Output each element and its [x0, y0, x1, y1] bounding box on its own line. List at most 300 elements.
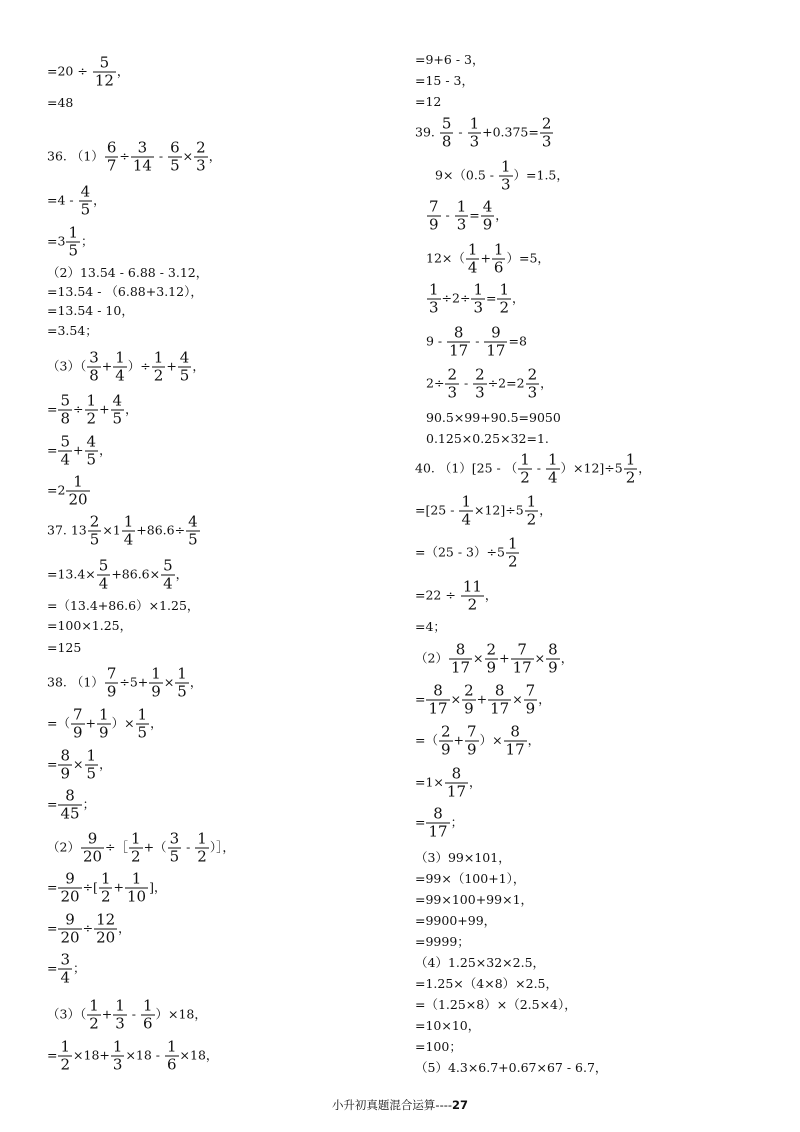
math-text: =9900+99， [415, 912, 497, 928]
math-line [47, 639, 82, 655]
math-line [426, 242, 550, 277]
numerator: 1 [507, 534, 518, 553]
math-text: =3 [47, 233, 66, 249]
math-line [47, 597, 200, 613]
denominator: 2 [100, 887, 111, 906]
math-text: （3）（ [47, 1006, 87, 1022]
math-text: ×12]÷5 [473, 502, 524, 518]
numerator: 1 [177, 664, 187, 683]
math-text: + [113, 879, 124, 895]
denominator: 17 [450, 658, 471, 677]
fraction [136, 707, 150, 742]
math-line [415, 954, 546, 970]
math-text: =4； [415, 618, 446, 634]
fraction [85, 434, 99, 469]
math-text: +86.6÷ [136, 522, 186, 538]
math-line [47, 707, 163, 742]
math-text: = [47, 920, 58, 936]
math-text: + [453, 732, 465, 748]
fraction [58, 788, 81, 823]
numerator: 5 [60, 391, 71, 410]
math-text: 36. （1） [47, 148, 104, 164]
math-text: 90.5×99+90.5=9050 [426, 409, 561, 425]
math-text: ÷2÷ [441, 290, 471, 306]
fraction [105, 140, 119, 175]
math-line [47, 831, 235, 866]
fraction [165, 1039, 179, 1074]
denominator: 3 [500, 175, 511, 194]
denominator: 5 [177, 682, 187, 701]
numerator: 1 [151, 664, 161, 683]
fraction [194, 140, 208, 175]
math-text: =13.54 - 10， [47, 302, 134, 318]
math-text: =（ [47, 715, 70, 731]
numerator: 1 [60, 1037, 71, 1056]
numerator: 1 [500, 157, 511, 176]
math-text: = [47, 1047, 58, 1063]
math-text: （3）99×101， [415, 849, 511, 865]
denominator: 17 [490, 699, 510, 718]
math-line [415, 452, 651, 487]
fraction [471, 282, 485, 317]
math-text: = [47, 796, 58, 812]
denominator: 4 [60, 450, 71, 469]
math-line [415, 579, 497, 614]
denominator: 2 [89, 1014, 99, 1033]
math-text: ÷［ [105, 839, 129, 855]
math-text: ， [99, 756, 112, 772]
math-line [47, 912, 131, 947]
math-text: 2÷ [426, 375, 445, 391]
denominator: 20 [82, 847, 103, 866]
denominator: 3 [456, 215, 467, 234]
math-text: ， [560, 650, 574, 666]
denominator: 17 [449, 341, 469, 360]
math-line [435, 159, 569, 194]
math-text: + [166, 358, 177, 374]
math-text: 37. 13 [47, 522, 87, 538]
math-text: （5）4.3×6.7+0.67×67 - 6.7， [415, 1059, 608, 1075]
math-line [47, 952, 86, 987]
numerator: 1 [142, 996, 153, 1015]
numerator: 1 [167, 1037, 177, 1056]
math-text: ， [189, 674, 203, 690]
fraction [481, 199, 495, 234]
numerator: 5 [98, 556, 109, 575]
numerator: 1 [526, 492, 537, 511]
denominator: 5 [188, 530, 198, 549]
numerator: 1 [493, 240, 504, 259]
denominator: 9 [467, 740, 477, 759]
math-text: ， [118, 920, 131, 936]
math-text: ÷ [119, 148, 130, 164]
numerator: 1 [473, 280, 483, 299]
math-text: ； [450, 814, 464, 830]
math-text: =10×10， [415, 1017, 481, 1033]
math-line [415, 849, 511, 865]
denominator: 9 [482, 215, 493, 234]
denominator: 8 [441, 132, 452, 151]
denominator: 4 [163, 574, 173, 593]
numerator: 1 [100, 869, 111, 888]
math-line [415, 618, 446, 634]
math-line [47, 184, 106, 219]
math-text: + [101, 1006, 113, 1022]
math-line [415, 642, 573, 677]
math-text: - [471, 333, 484, 349]
denominator: 4 [547, 468, 558, 487]
numerator: 8 [445, 766, 468, 784]
numerator: 7 [106, 664, 117, 683]
math-line [47, 94, 74, 110]
numerator: 1 [153, 348, 164, 367]
numerator: 2 [440, 722, 451, 741]
fraction [426, 683, 449, 718]
math-text: ）÷ [127, 358, 151, 374]
fraction [518, 452, 532, 487]
denominator: 5 [80, 200, 91, 219]
numerator: 4 [179, 348, 190, 367]
math-line [47, 322, 98, 338]
denominator: 8 [60, 409, 71, 428]
math-text: × [163, 674, 175, 690]
fraction [129, 831, 143, 866]
math-text: ； [80, 233, 94, 249]
math-text: +86.6× [111, 566, 161, 582]
numerator: 1 [469, 114, 480, 133]
math-text: ， [125, 401, 138, 417]
math-text: + [101, 358, 113, 374]
math-text: = [47, 879, 58, 895]
math-line [47, 998, 207, 1033]
math-text: =9999； [415, 933, 470, 949]
fraction [71, 707, 85, 742]
math-text: =9+6 - 3， [415, 51, 485, 67]
denominator: 2 [499, 298, 510, 317]
math-line [47, 558, 188, 593]
math-text: （4）1.25×32×2.5， [415, 954, 546, 970]
denominator: 14 [132, 156, 152, 175]
math-line [426, 199, 508, 234]
numerator: 1 [137, 705, 148, 724]
fraction [546, 642, 560, 677]
math-text: ）×12]÷5 [560, 460, 623, 476]
denominator: 4 [467, 258, 478, 277]
math-line [415, 1038, 462, 1054]
fraction [66, 474, 89, 509]
numerator: 4 [86, 432, 97, 451]
math-text: 9×（0.5 - [435, 167, 498, 183]
denominator: 4 [60, 968, 71, 987]
fraction [175, 666, 189, 701]
fraction [468, 116, 482, 151]
fraction [488, 683, 511, 718]
math-text: ； [73, 960, 86, 976]
math-text: （2） [415, 650, 448, 666]
fraction [466, 242, 480, 277]
denominator: 17 [505, 740, 525, 759]
numerator: 1 [115, 996, 125, 1015]
fraction [79, 184, 93, 219]
math-text: ， [99, 442, 112, 458]
numerator: 1 [86, 391, 97, 410]
numerator: 4 [482, 197, 493, 216]
fraction [504, 724, 527, 759]
numerator: 1 [125, 871, 148, 889]
denominator: 5 [86, 450, 97, 469]
math-text: ， [484, 587, 498, 603]
denominator: 17 [486, 341, 506, 360]
numerator: 8 [426, 806, 449, 824]
denominator: 3 [475, 383, 485, 402]
numerator: 1 [197, 829, 207, 848]
denominator: 2 [131, 847, 141, 866]
denominator: 9 [548, 658, 558, 677]
fraction [445, 766, 468, 801]
fraction [461, 579, 484, 614]
fraction [497, 282, 511, 317]
math-text: =[25 - [415, 502, 459, 518]
fraction [484, 325, 507, 360]
numerator: 6 [170, 138, 180, 157]
numerator: 4 [112, 391, 123, 410]
math-text: =99×（100+1）， [415, 870, 526, 886]
numerator: 3 [60, 950, 71, 969]
math-text: =100×1.25， [47, 617, 133, 633]
denominator: 8 [89, 366, 99, 385]
numerator: 1 [115, 348, 125, 367]
math-text: ， [638, 460, 651, 476]
numerator: 1 [467, 240, 478, 259]
fraction [161, 558, 175, 593]
fraction [111, 393, 125, 428]
fraction [111, 1039, 125, 1074]
math-text: =3.54； [47, 322, 98, 338]
numerator: 1 [429, 280, 439, 299]
numerator: 8 [58, 788, 81, 806]
denominator: 4 [115, 366, 125, 385]
numerator: 1 [520, 450, 530, 469]
math-text: = [415, 691, 426, 707]
math-line [47, 393, 138, 428]
denominator: 20 [68, 490, 88, 509]
numerator: 2 [541, 114, 552, 133]
denominator: 2 [86, 409, 97, 428]
math-line [426, 430, 549, 446]
math-text: ×18+ [73, 1047, 110, 1063]
numerator: 1 [99, 705, 109, 724]
math-line [415, 766, 482, 801]
numerator: 8 [449, 642, 472, 660]
numerator: 7 [467, 722, 477, 741]
numerator: 1 [89, 996, 99, 1015]
math-text: ， [175, 566, 189, 582]
numerator: 5 [60, 432, 71, 451]
fraction [445, 367, 459, 402]
numerator: 1 [547, 450, 558, 469]
denominator: 6 [167, 1055, 177, 1074]
numerator: 1 [456, 197, 467, 216]
denominator: 9 [440, 740, 451, 759]
fraction [462, 683, 476, 718]
math-text: + [476, 691, 488, 707]
numerator: 1 [68, 223, 78, 242]
denominator: 9 [99, 723, 109, 742]
math-line [47, 1039, 218, 1074]
denominator: 5 [170, 156, 180, 175]
fraction [81, 831, 104, 866]
math-line [47, 666, 202, 701]
denominator: 2 [467, 595, 478, 614]
math-text: =13.54 - （6.88+3.12）， [47, 283, 203, 299]
denominator: 4 [461, 510, 471, 529]
math-text: （2）13.54 - 6.88 - 3.12， [47, 264, 209, 280]
math-line [415, 996, 577, 1012]
denominator: 12 [94, 71, 114, 90]
numerator: 8 [488, 683, 511, 701]
fraction [113, 998, 127, 1033]
numerator: 11 [462, 577, 482, 596]
math-text: × [512, 691, 523, 707]
fraction [141, 998, 155, 1033]
math-line [415, 93, 442, 109]
denominator: 4 [123, 530, 134, 549]
math-line [47, 871, 166, 906]
numerator: 2 [475, 365, 485, 384]
fraction [58, 393, 72, 428]
math-line [415, 1059, 608, 1075]
math-line [47, 514, 201, 549]
math-line [415, 724, 540, 759]
fraction [473, 367, 487, 402]
fraction [105, 666, 119, 701]
denominator: 3 [469, 132, 480, 151]
math-text: × [450, 691, 462, 707]
fraction [58, 1039, 72, 1074]
numerator: 5 [441, 114, 452, 133]
numerator: 8 [426, 683, 449, 701]
denominator: 20 [60, 887, 80, 906]
fraction [113, 350, 127, 385]
math-text: =48 [47, 94, 74, 110]
numerator: 9 [484, 325, 507, 343]
denominator: 9 [429, 215, 439, 234]
math-text: 40. （1）[25 - （ [415, 460, 518, 476]
fraction [168, 140, 182, 175]
math-text: - [154, 148, 168, 164]
math-line [415, 51, 485, 67]
math-text: - [127, 1006, 140, 1022]
fraction [85, 393, 99, 428]
denominator: 17 [428, 699, 448, 718]
math-text: ）× [111, 715, 135, 731]
fraction [449, 642, 472, 677]
math-text: = [47, 401, 58, 417]
math-text: = [486, 290, 497, 306]
numerator: 9 [81, 831, 104, 849]
numerator: 4 [188, 512, 198, 531]
math-text: ， [512, 290, 525, 306]
math-text: ÷5+ [119, 674, 149, 690]
fraction [511, 642, 534, 677]
math-line [415, 116, 554, 151]
math-text: + [73, 442, 84, 458]
page-number: 27 [452, 1098, 469, 1112]
fraction [524, 683, 538, 718]
denominator: 3 [473, 298, 483, 317]
math-text: = [47, 756, 58, 772]
numerator: 8 [60, 746, 71, 765]
fraction [58, 912, 81, 947]
math-line [415, 494, 552, 529]
math-text: ， [539, 502, 552, 518]
denominator: 5 [68, 241, 78, 260]
fraction [447, 325, 470, 360]
math-text: （3）（ [47, 358, 87, 374]
math-line [47, 748, 112, 783]
math-text: 0.125×0.25×32=1. [426, 430, 549, 446]
fraction [149, 666, 163, 701]
denominator: 20 [60, 928, 80, 947]
denominator: 3 [447, 383, 457, 402]
math-line [426, 409, 561, 425]
denominator: 2 [60, 1055, 71, 1074]
math-line [47, 140, 221, 175]
math-text: × [73, 756, 84, 772]
fraction [499, 159, 513, 194]
fraction [58, 434, 72, 469]
numerator: 1 [499, 280, 510, 299]
math-text: =15 - 3， [415, 72, 475, 88]
math-text: - [459, 375, 473, 391]
denominator: 5 [137, 723, 148, 742]
denominator: 9 [525, 699, 536, 718]
numerator: 3 [169, 829, 180, 848]
math-text: ×1 [102, 522, 121, 538]
math-text: ， [150, 715, 163, 731]
numerator: 4 [80, 182, 91, 201]
math-text: ， [538, 691, 551, 707]
fraction [186, 514, 200, 549]
denominator: 9 [60, 764, 71, 783]
math-line [415, 975, 559, 991]
denominator: 9 [464, 699, 474, 718]
fraction [99, 871, 113, 906]
math-text: ， [527, 732, 541, 748]
math-text: （2） [47, 839, 80, 855]
denominator: 3 [112, 1055, 123, 1074]
denominator: 9 [72, 723, 83, 742]
denominator: 3 [527, 383, 538, 402]
numerator: 9 [58, 912, 81, 930]
fraction [152, 350, 166, 385]
numerator: 12 [96, 910, 116, 929]
denominator: 7 [106, 156, 117, 175]
denominator: 2 [507, 552, 518, 571]
numerator: 2 [486, 640, 497, 659]
denominator: 17 [428, 822, 448, 841]
numerator: 1 [123, 512, 134, 531]
math-line [426, 367, 553, 402]
denominator: 5 [169, 847, 180, 866]
fraction [440, 116, 454, 151]
fraction [58, 952, 72, 987]
math-text: =（ [415, 732, 438, 748]
numerator: 2 [89, 512, 100, 531]
fraction [426, 806, 449, 841]
fraction [455, 199, 469, 234]
math-text: + [499, 650, 510, 666]
